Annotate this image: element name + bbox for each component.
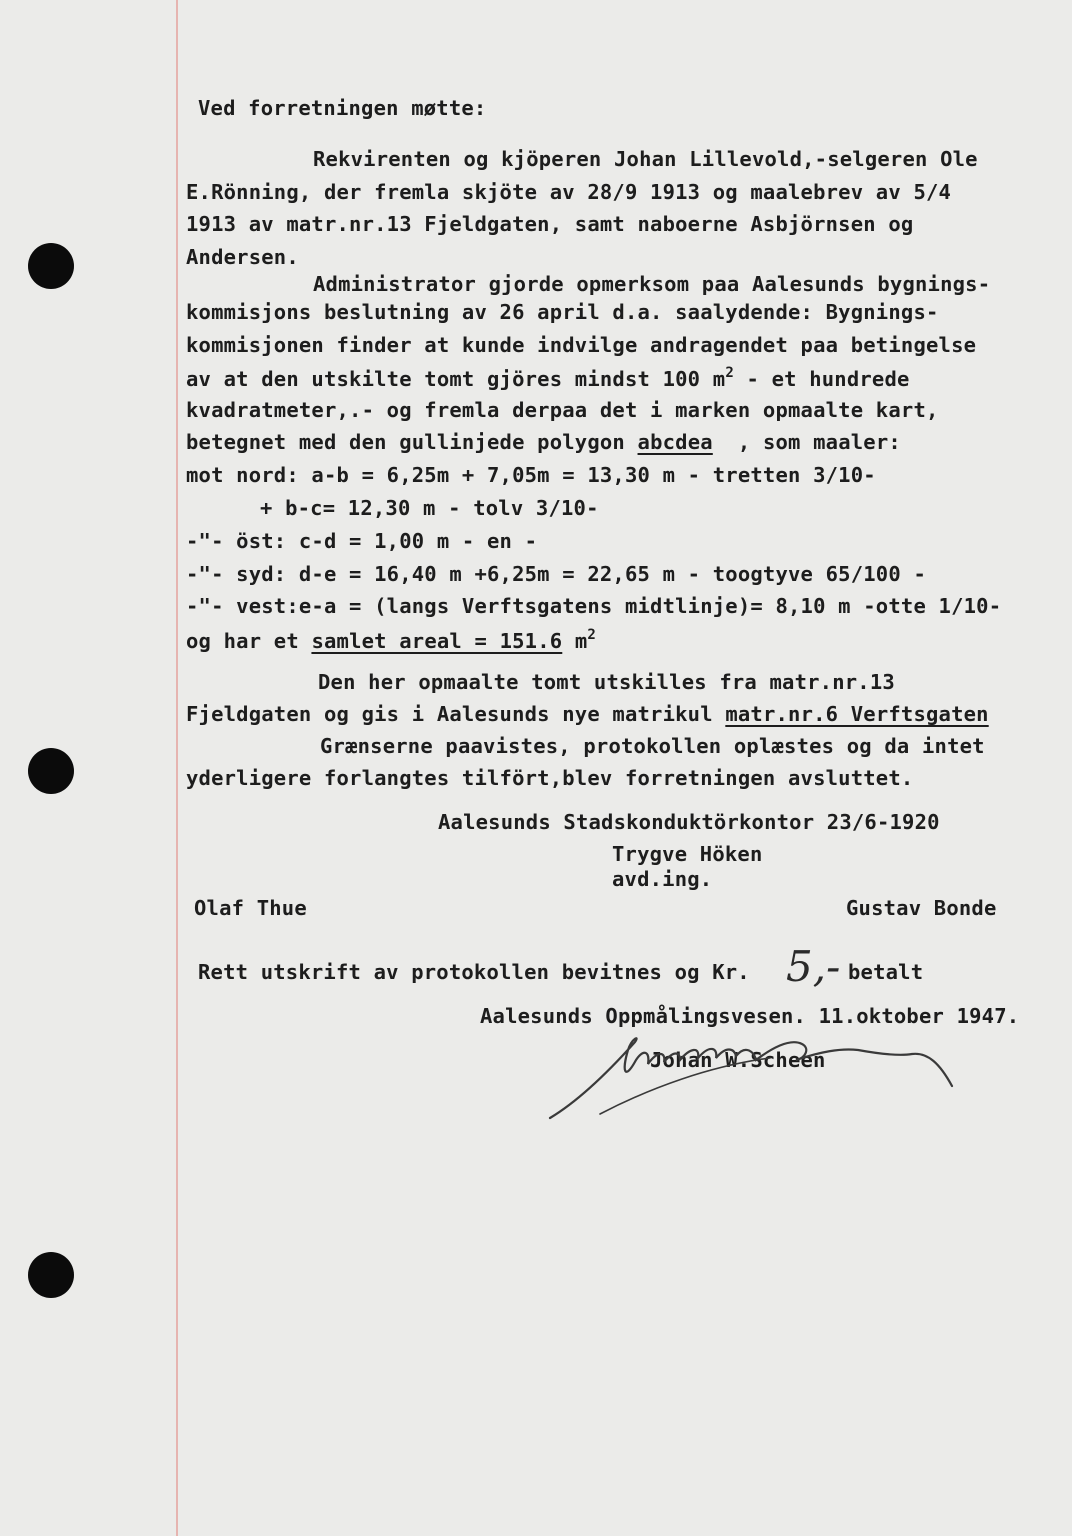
body-line: Rekvirenten og kjöperen Johan Lillevold,-selgeren Ole bbox=[313, 147, 978, 171]
body-line: og har et samlet areal = 151.6 $m^2$ bbox=[186, 627, 597, 653]
body-line: Andersen. bbox=[186, 245, 299, 269]
body-line: E.Rönning, der fremla skjöte av 28/9 1913 og maalebrev av 5/4 bbox=[186, 180, 952, 204]
total-area: samlet areal = 151.6 bbox=[311, 629, 563, 653]
body-line: -"- öst: c-d = 1,00 m - en - bbox=[186, 529, 538, 553]
witness-left: Olaf Thue bbox=[194, 896, 307, 920]
new-cadastre-number: matr.nr.6 Verftsgaten bbox=[725, 702, 989, 726]
body-line: Grænserne paavistes, protokollen oplæstes og da intet bbox=[320, 734, 985, 758]
body-line: kvadratmeter,.- og fremla derpaa det i marken opmaalte kart, bbox=[186, 398, 939, 422]
body-line: Fjeldgaten og gis i Aalesunds nye matrikul matr.nr.6 Verftsgaten bbox=[186, 702, 989, 726]
handwritten-amount: 5,- bbox=[786, 942, 841, 991]
polygon-label: abcdea bbox=[637, 430, 713, 454]
certifier-name: Johan W.Scheen bbox=[650, 1048, 826, 1072]
body-line: 1913 av matr.nr.13 Fjeldgaten, samt naboerne Asbjörnsen og bbox=[186, 212, 914, 236]
signer-main: Trygve Höken bbox=[612, 842, 763, 866]
body-line: Den her opmaalte tomt utskilles fra matr.nr.13 bbox=[318, 670, 895, 694]
certification-suffix: betalt bbox=[848, 960, 924, 984]
punch-hole-bottom bbox=[28, 1252, 74, 1298]
dateline-1947: Aalesunds Oppmålingsvesen. 11.oktober 1947. bbox=[480, 1004, 1020, 1028]
body-line: betegnet med den gullinjede polygon abcdea , som maaler: bbox=[186, 430, 901, 454]
signer-title: avd.ing. bbox=[612, 867, 713, 891]
punch-hole-middle bbox=[28, 748, 74, 794]
body-line: kommisjonen finder at kunde indvilge andragendet paa betingelse bbox=[186, 333, 977, 357]
red-margin-line bbox=[176, 0, 178, 1536]
body-line: av at den utskilte tomt gjöres mindst 100 $m^2$ - et hundrede bbox=[186, 365, 910, 391]
body-line: -"- syd: d-e = 16,40 m +6,25m = 22,65 m - toogtyve 65/100 - bbox=[186, 562, 926, 586]
punch-hole-top bbox=[28, 243, 74, 289]
body-line: kommisjons beslutning av 26 april d.a. saalydende: Bygnings- bbox=[186, 300, 939, 324]
body-line: yderligere forlangtes tilfört,blev forretningen avsluttet. bbox=[186, 766, 914, 790]
body-line: mot nord: a-b = 6,25m + 7,05m = 13,30 m - tretten 3/10- bbox=[186, 463, 876, 487]
body-line: -"- vest:e-a = (langs Verftsgatens midtlinje)= 8,10 m -otte 1/10- bbox=[186, 594, 1002, 618]
witness-right: Gustav Bonde bbox=[846, 896, 997, 920]
certification-prefix: Rett utskrift av protokollen bevitnes og Kr. bbox=[198, 960, 750, 984]
heading: Ved forretningen møtte: bbox=[198, 96, 487, 120]
body-line: + b-c= 12,30 m - tolv 3/10- bbox=[260, 496, 599, 520]
handwritten-signature bbox=[540, 1030, 970, 1130]
dateline-1920: Aalesunds Stadskonduktörkontor 23/6-1920 bbox=[438, 810, 940, 834]
body-line: Administrator gjorde opmerksom paa Aalesunds bygnings- bbox=[313, 272, 991, 296]
